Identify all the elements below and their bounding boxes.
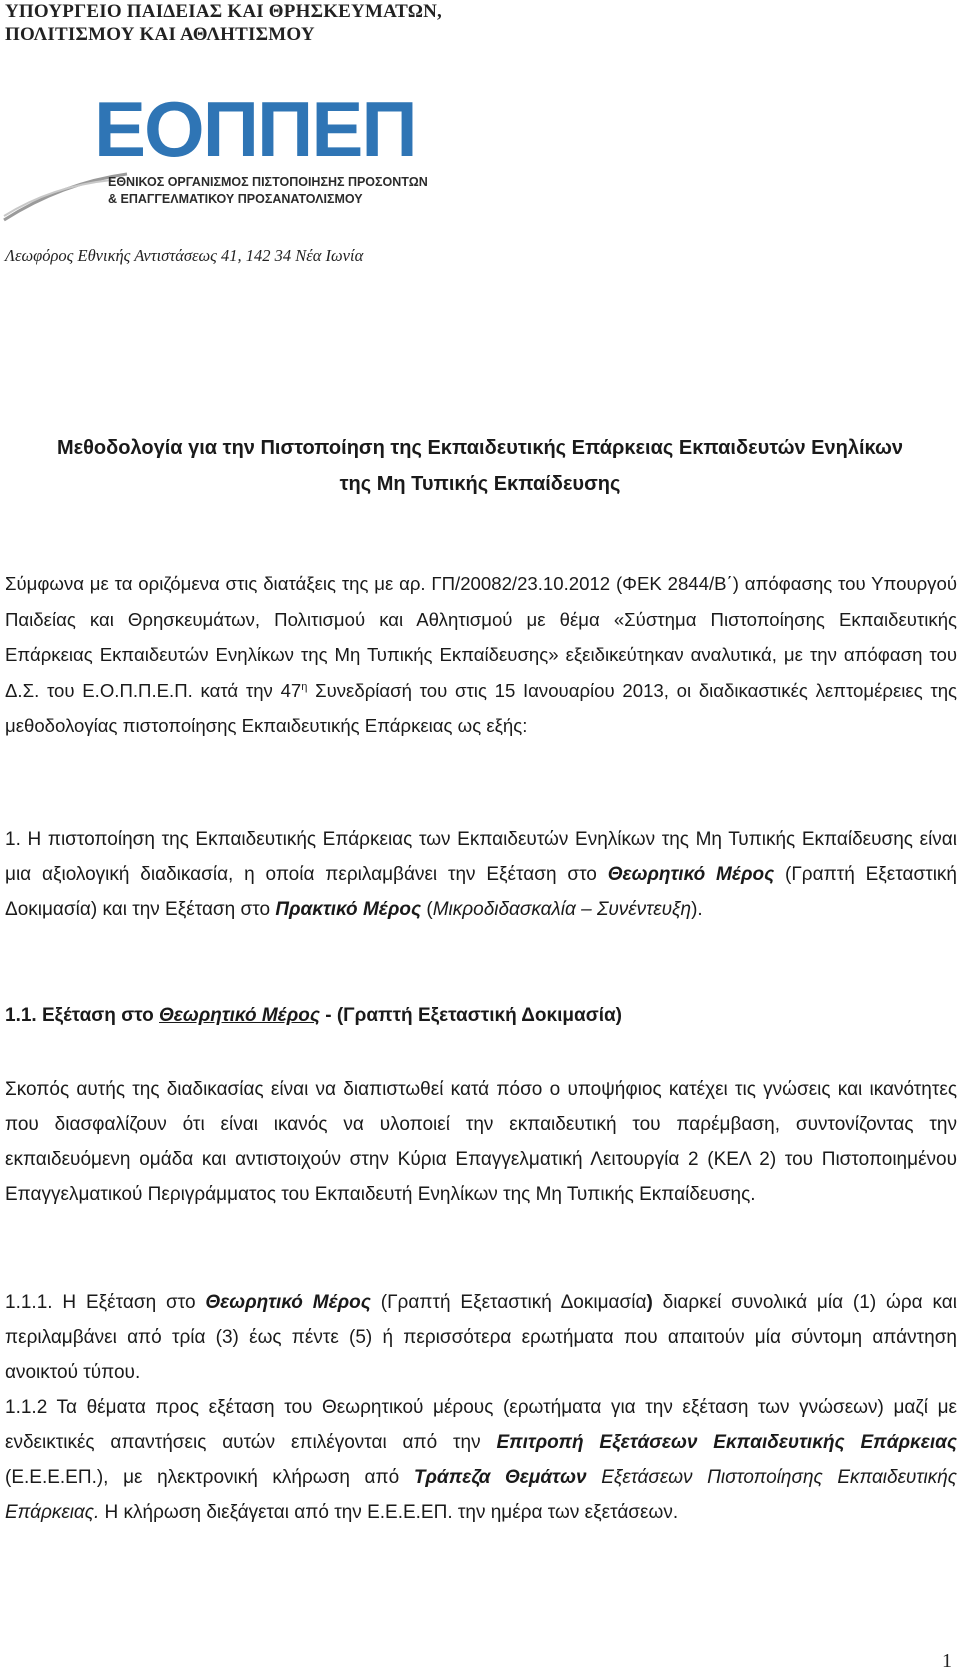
practical-part-emphasis: Πρακτικό Μέρος — [275, 899, 422, 920]
title-line-2: της Μη Τυπικής Εκπαίδευσης — [339, 473, 621, 495]
microteaching-text: Μικροδιδασκαλία – Συνέντευξη — [432, 899, 692, 920]
eoppep-logo — [2, 88, 442, 223]
intro-paragraph — [5, 566, 957, 744]
s112-prefix: 1.1.2 Τα θέματα προς εξέταση του Θεωρητικού μέρους (ερωτήματα για την εξέταση των γνώσεων) μαζί με ενδεικτικές απαντήσεις αυτών επιλέγονται από την — [5, 1397, 957, 1453]
logo-wordmark: ΕΟΠΠΕΠ — [94, 88, 416, 173]
ministry-name — [5, 0, 442, 46]
ministry-line-2: ΠΟΛΙΤΙΣΜΟΥ ΚΑΙ ΑΘΛΗΤΙΣΜΟΥ — [5, 24, 315, 45]
heading-prefix: 1.1. Εξέταση στο — [5, 1005, 160, 1026]
theory-part-emphasis: Θεωρητικό Μέρος — [607, 864, 775, 885]
logo-subtitle-line-1: ΕΘΝΙΚΟΣ ΟΡΓΑΝΙΣΜΟΣ ΠΙΣΤΟΠΟΙΗΣΗΣ ΠΡΟΣΟΝΤΩΝ — [108, 175, 428, 189]
section-1-1-2-paragraph — [5, 1390, 957, 1530]
logo-subtitle-line-2: & ΕΠΑΓΓΕΛΜΑΤΙΚΟΥ ΠΡΟΣΑΝΑΤΟΛΙΣΜΟΥ — [108, 192, 363, 206]
section-1-1-1-paragraph — [5, 1285, 957, 1390]
document-title — [0, 430, 960, 502]
section-1-text-4: ). — [691, 899, 703, 920]
section-1-text-1: 1. Η πιστοποίηση της Εκπαιδευτικής Επάρκειας των Εκπαιδευτών Ενηλίκων της Μη Τυπικής Εκπαίδευσης είναι μια αξιολογική διαδικασία, η οποία περιλαμβάνει την Εξέταση στο — [5, 829, 957, 885]
s112-mid: (Ε.Ε.Ε.ΕΠ.), με ηλεκτρονική κλήρωση από — [5, 1467, 414, 1488]
s112-end: Η κλήρωση διεξάγεται από την Ε.Ε.Ε.ΕΠ. την ημέρα των εξετάσεων. — [99, 1502, 679, 1523]
s112-space — [587, 1467, 602, 1488]
s111-paren: ) — [646, 1292, 653, 1313]
intro-text-1: Σύμφωνα με τα οριζόμενα στις διατάξεις της με αρ. ΓΠ/20082/23.10.2012 (ΦΕΚ 2844/Β΄) απόφασης του Υπουργού Παιδείας και Θρησκευμάτων, Πολιτισμού και Αθλητισμού με θέμα «Σύστημα Πιστοποίησης Εκπαιδευτικής Επάρκειας Εκπαιδευτών Ενηλίκων της Μη Τυπικής Εκπαίδευσης» εξειδικεύτηκαν αναλυτικά, με την απόφαση του Δ.Σ. του Ε.Ο.Π.Π.Ε.Π. κατά την 47 — [5, 573, 957, 701]
page-number: 1 — [942, 1650, 952, 1672]
heading-suffix: - (Γραπτή Εξεταστική Δοκιμασία) — [319, 1005, 622, 1026]
section-1-text-2: (Γραπτή Εξεταστική Δοκιμασία) και την Εξέταση στο — [5, 864, 957, 920]
title-line-1: Μεθοδολογία για την Πιστοποίηση της Εκπαιδευτικής Επάρκειας Εκπαιδευτών Ενηλίκων — [56, 437, 904, 459]
intro-superscript: η — [301, 680, 308, 693]
section-1-1-heading — [5, 1005, 622, 1027]
heading-italic: Θεωρητικό Μέρος — [159, 1005, 320, 1026]
section-1-1-body: Σκοπός αυτής της διαδικασίας είναι να διαπιστωθεί κατά πόσο ο υποψήφιος κατέχει τις γνώσεις και ικανότητες που διασφαλίζουν ότι είναι ικανός να υλοποιεί την εκπαιδευτική του παρέμβαση, συντονίζοντας την εκπαιδευόμενη ομάδα και αντιστοιχούν στην Κύρια Επαγγελματική Λειτουργία 2 (ΚΕΛ 2) του Πιστοποιημένου Επαγγελματικού Περιγράμματος του Εκπαιδευτή Ενηλίκων της Μη Τυπικής Εκπαίδευσης. — [5, 1079, 957, 1205]
s111-prefix: 1.1.1. Η Εξέταση στο — [5, 1292, 206, 1313]
s111-mid: (Γραπτή Εξεταστική Δοκιμασία — [370, 1292, 647, 1313]
s111-rest: διαρκεί συνολικά μία (1) ώρα και περιλαμβάνει από τρία (3) έως πέντε (5) ή περισσότερα ερωτήματα που απαιτούν μία σύντομη απάντηση ανοικτού τύπου. — [5, 1292, 957, 1383]
section-1-paragraph — [5, 822, 957, 927]
intro-text-2: Συνεδρίασή του στις 15 Ιανουαρίου 2013, οι διαδικαστικές λεπτομέρειες της μεθοδολογίας πιστοποίησης Εκπαιδευτικής Επάρκειας ως εξής: — [5, 679, 958, 736]
ministry-line-1: ΥΠΟΥΡΓΕΙΟ ΠΑΙΔΕΙΑΣ ΚΑΙ ΘΡΗΣΚΕΥΜΑΤΩΝ, — [5, 1, 442, 22]
s112-bank-italic: Εξετάσεων Πιστοποίησης Εκπαιδευτικής Επάρκειας. — [5, 1467, 957, 1523]
s112-bank: Τράπεζα Θεμάτων — [413, 1467, 587, 1488]
address: Λεωφόρος Εθνικής Αντιστάσεως 41, 142 34 Νέα Ιωνία — [5, 246, 364, 265]
s111-theory: Θεωρητικό Μέρος — [205, 1292, 371, 1313]
eoppep-logo-graphic — [2, 88, 442, 223]
s112-committee: Επιτροπή Εξετάσεων Εκπαιδευτικής Επάρκειας — [496, 1432, 957, 1453]
section-1-text-3: ( — [421, 899, 433, 920]
